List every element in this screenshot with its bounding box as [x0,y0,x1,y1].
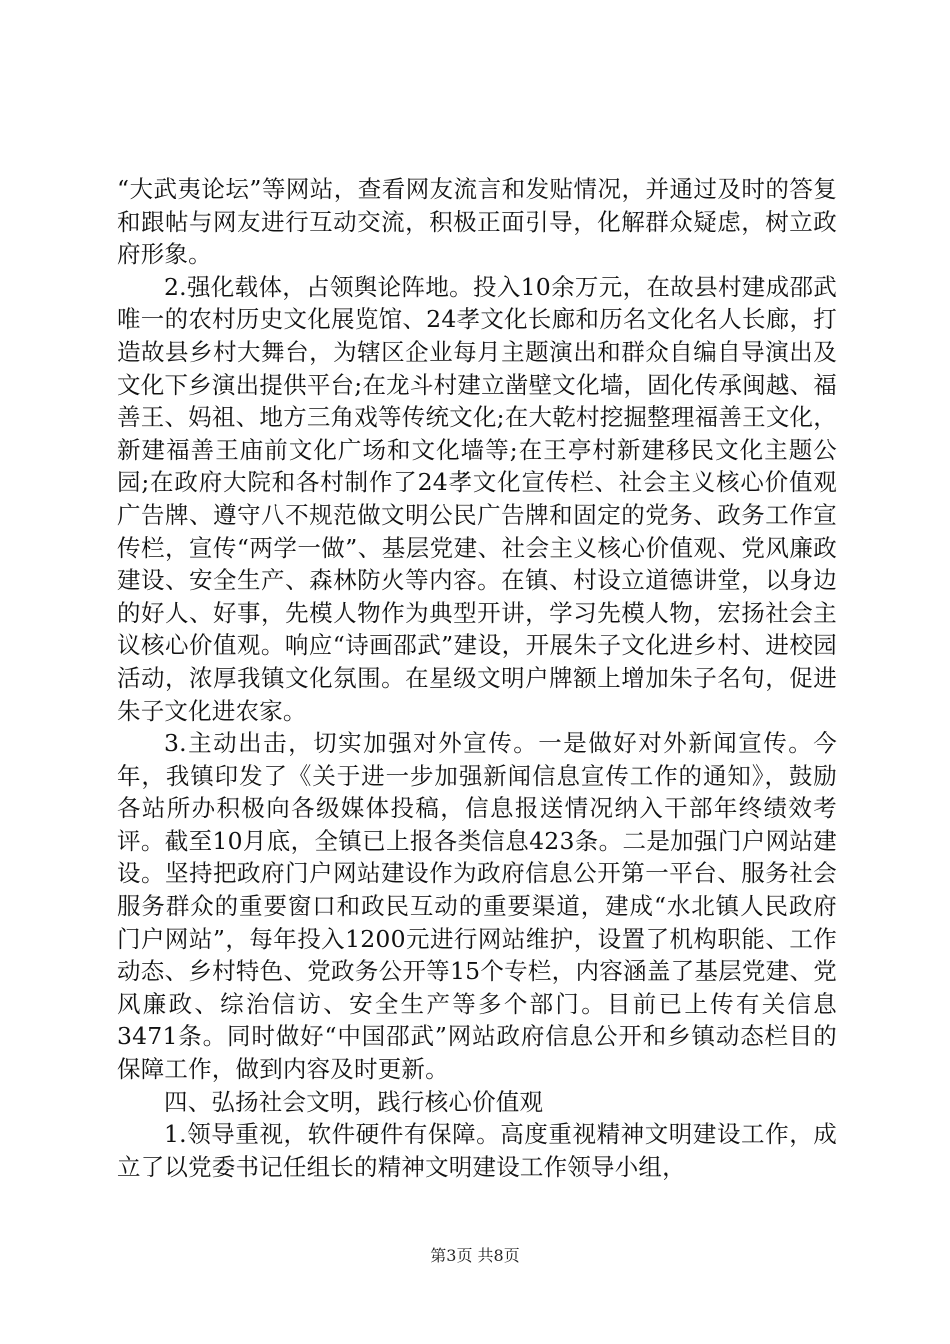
paragraph-external-publicity: 3.主动出击，切实加强对外宣传。一是做好对外新闻宣传。今年，我镇印发了《关于进一步加强新闻信息宣传工作的通知》，鼓励各站所办积极向各级媒体投稿，信息报送情况纳入干部年终绩效考评。截至10月底，全镇已上报各类信息423条。二是加强门户网站建设。坚持把政府门户网站建设作为政府信息公开第一平台、服务社会服务群众的重要窗口和政民互动的重要渠道，建成“水北镇人民政府门户网站”，每年投入1200元进行网站维护，设置了机构职能、工作动态、乡村特色、党政务公开等15个专栏，内容涵盖了基层党建、党风廉政、综治信访、安全生产等多个部门。目前已上传有关信息3471条。同时做好“中国邵武”网站政府信息公开和乡镇动态栏目的保障工作，做到内容及时更新。 [117,729,837,1084]
paragraph-strengthen-carriers: 2.强化载体，占领舆论阵地。投入10余万元，在故县村建成邵武唯一的农村历史文化展览馆、24孝文化长廊和历名文化名人长廊，打造故县乡村大舞台，为辖区企业每月主题演出和群众自编自导演出及文化下乡演出提供平台;在龙斗村建立凿壁文化墙，固化传承闽越、福善王、妈祖、地方三角戏等传统文化;在大乾村挖掘整理福善王文化，新建福善王庙前文化广场和文化墙等;在王亭村新建移民文化主题公园;在政府大院和各村制作了24孝文化宣传栏、社会主义核心价值观广告牌、遵守八不规范做文明公民广告牌和固定的党务、政务工作宣传栏，宣传“两学一做”、基层党建、社会主义核心价值观、党风廉政建设、安全生产、森林防火等内容。在镇、村设立道德讲堂，以身边的好人、好事，先模人物作为典型开讲，学习先模人物，宏扬社会主议核心价值观。响应“诗画邵武”建设，开展朱子文化进乡村、进校园活动，浓厚我镇文化氛围。在星级文明户牌额上增加朱子名句，促进朱子文化进农家。 [117,272,837,725]
page-footer: 第3页 共8页 [430,1246,520,1265]
paragraph-leadership-attention: 1.领导重视，软件硬件有保障。高度重视精神文明建设工作，成立了以党委书记任组长的精神文明建设工作领导小组， [117,1120,837,1181]
section-heading-social-civilization: 四、弘扬社会文明，践行核心价值观 [164,1087,544,1116]
paragraph-continuation: “大武夷论坛”等网站，查看网友流言和发贴情况，并通过及时的答复和跟帖与网友进行互动交流，积极正面引导，化解群众疑虑，树立政府形象。 [117,175,837,269]
document-body [117,173,837,1183]
